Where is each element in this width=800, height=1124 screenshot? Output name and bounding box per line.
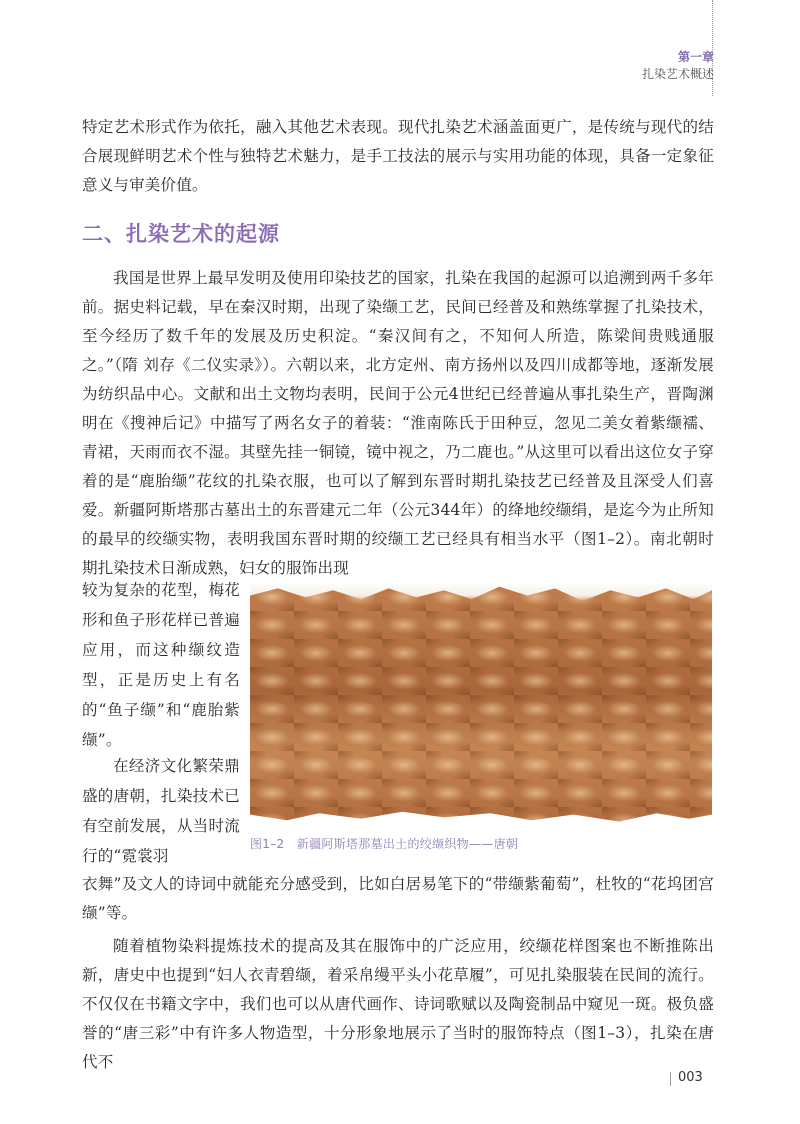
chapter-number: 第一章 — [677, 50, 714, 64]
paragraph-side-2: 在经济文化繁荣鼎盛的唐朝，扎染技术已有空前发展，从当时流行的“霓裳羽 — [82, 757, 240, 865]
page-number-divider — [670, 1072, 671, 1086]
paragraph-tang-poems: 衣舞”及文人的诗词中就能充分感受到，比如白居易笔下的“带缬紫葡萄”，杜牧的“花坞团宫缬”等。 — [82, 875, 714, 922]
paragraph-continued: 特定艺术形式作为依托，融入其他艺术表现。现代扎染艺术涵盖面更广，是传统与现代的结合展现鲜明艺术个性与独特艺术魅力，是手工技法的展示与实用功能的体现，具备一定象征意义与审美价值。 — [82, 118, 714, 194]
figure-caption: 图1–2 新疆阿斯塔那墓出土的绞缬织物——唐朝 — [250, 837, 519, 851]
paragraph-plant-dyes: 随着植物染料提炼技术的提高及其在服饰中的广泛应用，绞缬花样图案也不断推陈出新，唐史中也提到“妇人衣青碧缬，着采帛缦平头小花草履”，可见扎染服装在民间的流行。不仅仅在书籍文字中，我们也可以从唐代画作、诗词歌赋以及陶瓷制品中窥见一斑。极负盛誉的“唐三彩”中有许多人物造型，十分形象地展示了当时的服饰特点（图1–3），扎染在唐代不 — [82, 937, 714, 1071]
page-number: 003 — [678, 1070, 703, 1085]
fabric-torn-edge-top — [250, 583, 712, 601]
section-heading: 二、扎染艺术的起源 — [82, 222, 280, 246]
running-header — [642, 50, 714, 82]
tie-dye-fabric-photo — [250, 583, 712, 823]
fabric-torn-edge-bottom — [250, 809, 712, 823]
chapter-title: 扎染艺术概述 — [641, 67, 714, 81]
paragraph-side-1: 较为复杂的花型，梅花形和鱼子形花样已普遍应用，而这种缬纹造型，正是历史上有名的“鱼子缬”和“鹿胎紫缬”。 — [82, 581, 240, 749]
paragraph-origin: 我国是世界上最早发明及使用印染技艺的国家，扎染在我国的起源可以追溯到两千多年前。据史料记载，早在秦汉时期，出现了染缬工艺，民间已经普及和熟练掌握了扎染技术，至今经历了数千年的发展及历史积淀。“秦汉间有之，不知何人所造，陈梁间贵贱通服之。”（隋 刘存《二仪实录》）。六朝以来，北方定州、南方扬州以及四川成都等地，逐渐发展为纺织品中心。文献和出土文物均表明，民间于公元4世纪已经普遍从事扎染生产，晋陶渊明在《搜神后记》中描写了两名女子的着装：“淮南陈氏于田种豆，忽见二美女着紫缬襦、青裙，天雨而衣不湿。其壁先挂一铜镜，镜中视之，乃二鹿也。”从这里可以看出这位女子穿着的是“鹿胎缬”花纹的扎染衣服，也可以了解到东晋时期扎染技艺已经普及且深受人们喜爱。新疆阿斯塔那古墓出土的东晋建元二年（公元344年）的绛地绞缬绢，是迄今为止所知的最早的绞缬实物，表明我国东晋时期的绞缬工艺已经具有相当水平（图1–2）。南北朝时期扎染技术日渐成熟，妇女的服饰出现 — [82, 269, 714, 577]
